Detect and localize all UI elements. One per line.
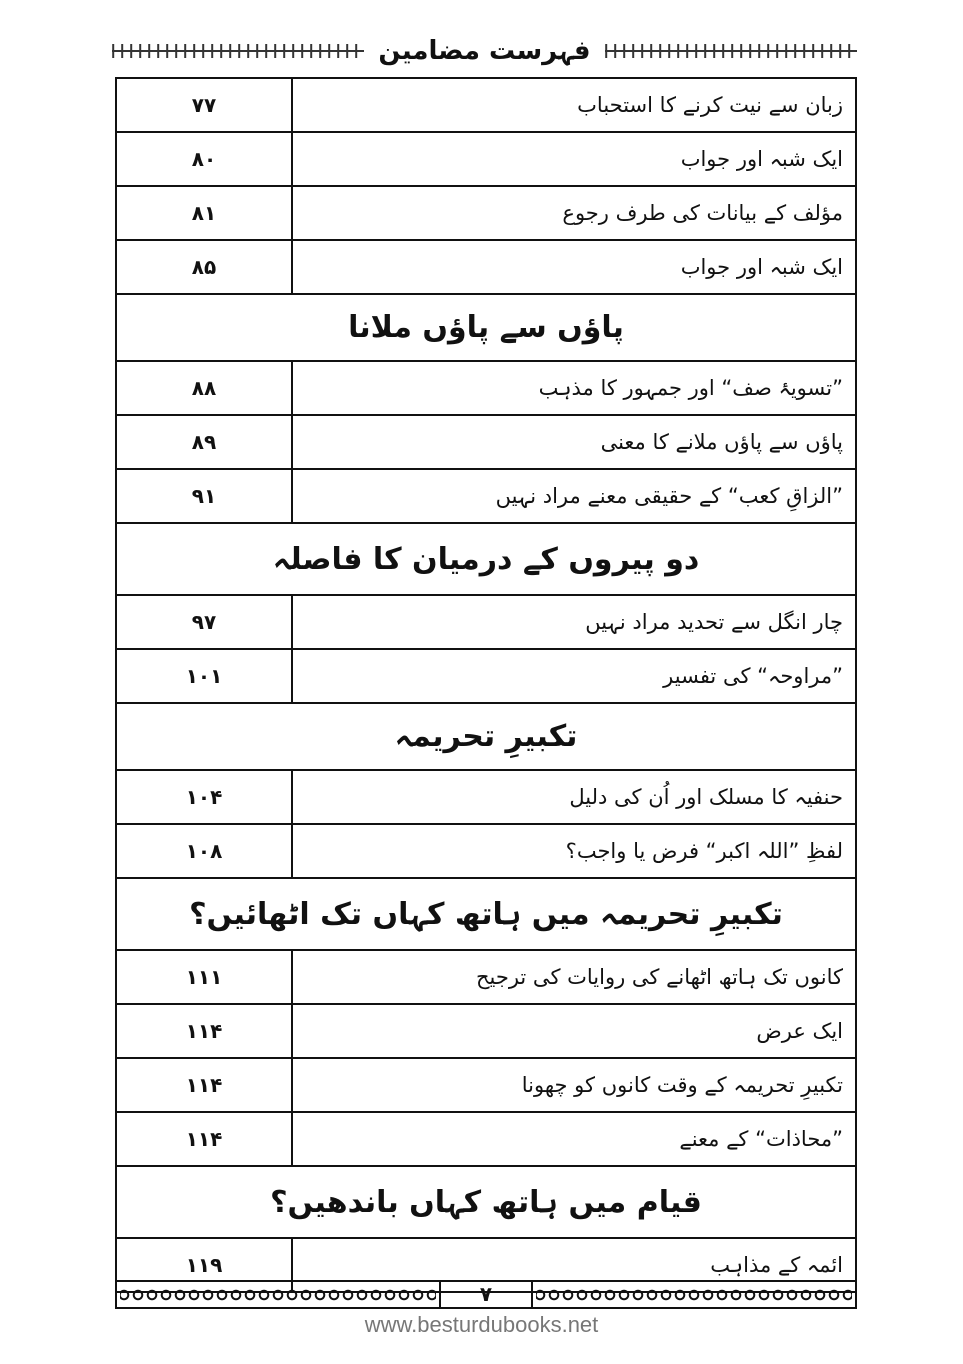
footer-ornament-right (536, 1285, 852, 1304)
toc-topic: چار انگل سے تحدید مراد نہیں (292, 595, 856, 649)
toc-topic: حنفیہ کا مسلک اور اُن کی دلیل (292, 770, 856, 824)
toc-page: ۸۵ (116, 240, 292, 294)
toc-row (116, 132, 856, 186)
toc-topic: ”تسویۂ صف“ اور جمہور کا مذہب (292, 361, 856, 415)
toc-topic: مؤلف کے بیانات کی طرف رجوع (292, 186, 856, 240)
toc-row (116, 186, 856, 240)
toc-page: ۷۷ (116, 78, 292, 132)
toc-page: ۱۱۴ (116, 1058, 292, 1112)
toc-topic: ایک شبہ اور جواب (292, 132, 856, 186)
toc-section-row (116, 294, 856, 361)
toc-row (116, 595, 856, 649)
website-watermark: www.besturdubooks.net (364, 1312, 599, 1337)
toc-section-heading: دو پیروں کے درمیان کا فاصلہ (116, 523, 856, 595)
toc-row (116, 469, 856, 523)
toc-topic: ائمہ کے مذاہب (292, 1238, 856, 1292)
toc-topic: ”مراوحہ“ کی تفسیر (292, 649, 856, 703)
toc-page: ۱۱۱ (116, 950, 292, 1004)
toc-section-heading: پاؤں سے پاؤں ملانا (116, 294, 856, 361)
toc-row (116, 78, 856, 132)
toc-row (116, 240, 856, 294)
toc-row (116, 415, 856, 469)
toc-row (116, 1112, 856, 1166)
toc-topic: ”الزاقِ کعب“ کے حقیقی معنے مراد نہیں (292, 469, 856, 523)
toc-section-heading: تکبیرِ تحریمہ میں ہاتھ کہاں تک اٹھائیں؟ (116, 878, 856, 950)
toc-section-heading: قیام میں ہاتھ کہاں باندھیں؟ (116, 1166, 856, 1238)
toc-section-heading: تکبیرِ تحریمہ (116, 703, 856, 770)
toc-section-row (116, 878, 856, 950)
toc-page: ۸۹ (116, 415, 292, 469)
toc-page: ۸۱ (116, 186, 292, 240)
toc-page: ۸۸ (116, 361, 292, 415)
toc-page: ۱۰۴ (116, 770, 292, 824)
page-footer (115, 1280, 857, 1309)
toc-section-row (116, 703, 856, 770)
page-title: فہرست مضامین (378, 36, 591, 66)
toc-topic: زبان سے نیت کرنے کا استحباب (292, 78, 856, 132)
page-number: ۷ (439, 1282, 533, 1307)
footer-ornament-left (120, 1285, 436, 1304)
toc-topic: ایک شبہ اور جواب (292, 240, 856, 294)
toc-row (116, 361, 856, 415)
toc-table (115, 77, 857, 1293)
toc-row (116, 824, 856, 878)
toc-page: ۱۱۹ (116, 1238, 292, 1292)
toc-page: ۱۰۸ (116, 824, 292, 878)
toc-row (116, 1004, 856, 1058)
toc-page: ۱۱۴ (116, 1004, 292, 1058)
toc-row (116, 770, 856, 824)
toc-row (116, 1058, 856, 1112)
toc-page: ۱۰۱ (116, 649, 292, 703)
toc-topic: کانوں تک ہاتھ اٹھانے کی روایات کی ترجیح (292, 950, 856, 1004)
toc-page: ۹۱ (116, 469, 292, 523)
toc-section-row (116, 523, 856, 595)
toc-topic: لفظِ ”اللہ اکبر“ فرض یا واجب؟ (292, 824, 856, 878)
page-header (112, 30, 857, 72)
toc-row (116, 649, 856, 703)
header-ornament-right (605, 38, 857, 64)
toc-topic: تکبیرِ تحریمہ کے وقت کانوں کو چھونا (292, 1058, 856, 1112)
toc-topic: پاؤں سے پاؤں ملانے کا معنی (292, 415, 856, 469)
toc-section-row (116, 1166, 856, 1238)
toc-page: ۹۷ (116, 595, 292, 649)
toc-page: ۱۱۴ (116, 1112, 292, 1166)
toc-page: ۸۰ (116, 132, 292, 186)
header-ornament-left (112, 38, 364, 64)
toc-row (116, 950, 856, 1004)
toc-topic: ”محاذات“ کے معنے (292, 1112, 856, 1166)
toc-topic: ایک عرض (292, 1004, 856, 1058)
